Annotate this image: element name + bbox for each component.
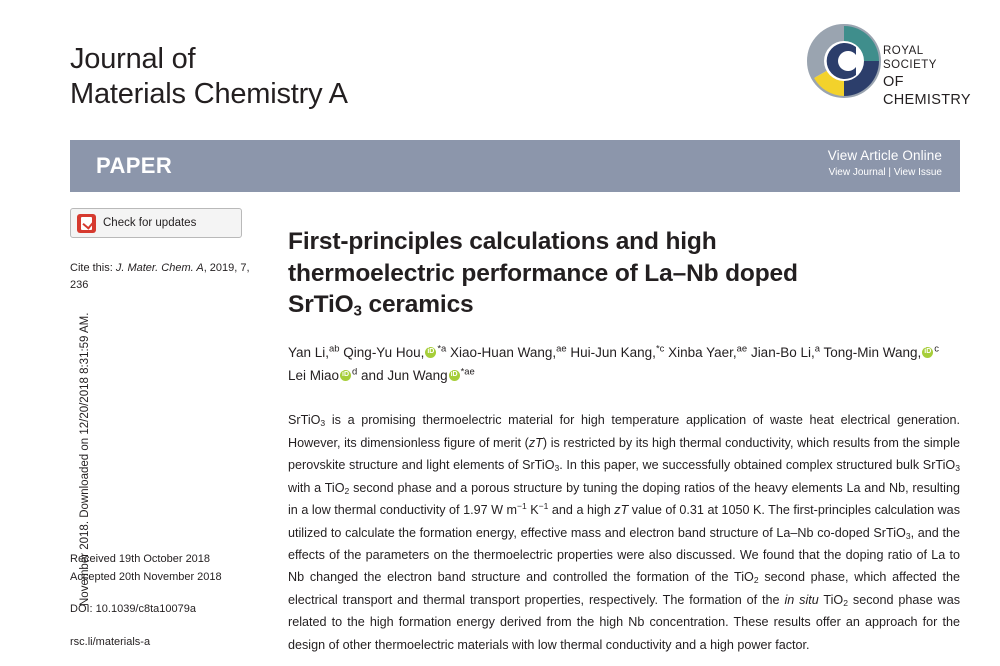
author-8-aff: ae — [464, 366, 475, 378]
check-for-updates-label: Check for updates — [103, 217, 197, 229]
view-journal-link[interactable]: View Journal — [828, 167, 886, 178]
rsc-logo — [807, 22, 972, 108]
author-4-name[interactable]: Xinba Yaer, — [668, 344, 737, 360]
paper-type-label: PAPER — [96, 153, 173, 178]
author-5-name[interactable]: Jian-Bo Li, — [750, 344, 815, 360]
rsc-logo-line1: ROYAL SOCIETY — [883, 45, 937, 72]
rsc-logo-line2: OF CHEMISTRY — [883, 73, 971, 108]
journal-title-line1: Journal of — [70, 43, 196, 75]
author-0-aff: ab — [329, 343, 340, 355]
rsc-logo-text — [883, 44, 972, 109]
cite-this-journal: J. Mater. Chem. A — [115, 262, 204, 274]
orcid-icon[interactable] — [449, 370, 460, 381]
view-links-separator: | — [885, 167, 894, 178]
accepted-date: Accepted 20th November 2018 — [70, 570, 222, 583]
crossmark-icon — [77, 214, 96, 233]
author-6-aff: c — [934, 343, 940, 355]
abstract-text — [288, 409, 960, 656]
view-links — [828, 167, 942, 178]
article-title-line2: thermoelectric performance of La–Nb doped — [288, 259, 798, 287]
dates-block — [70, 551, 222, 586]
cite-this-block — [70, 260, 270, 294]
article-title-subscript: 3 — [353, 302, 362, 320]
author-1-corr: * — [437, 343, 442, 355]
check-for-updates-button[interactable] — [70, 208, 242, 238]
journal-title-line2: Materials Chemistry A — [70, 78, 348, 111]
cite-this-volume: , 2019, 7, — [203, 262, 250, 274]
cite-this-page: 236 — [70, 279, 89, 292]
journal-url-link[interactable]: rsc.li/materials-a — [70, 636, 151, 648]
view-issue-link[interactable]: View Issue — [893, 167, 942, 178]
author-0-name[interactable]: Yan Li, — [288, 344, 330, 360]
author-2-aff: ae — [556, 343, 567, 355]
view-article-online-link[interactable]: View Article Online — [827, 148, 942, 163]
orcid-icon[interactable] — [425, 347, 436, 358]
author-1-aff: a — [441, 343, 447, 355]
article-main-column — [288, 210, 960, 656]
article-title-line3b: ceramics — [361, 291, 474, 319]
journal-masthead — [70, 42, 540, 113]
rsc-logo-mark — [807, 24, 881, 98]
author-8-corr: * — [460, 366, 465, 378]
view-online-block — [828, 148, 942, 178]
author-5-aff: a — [814, 343, 820, 355]
author-6-name[interactable]: Tong-Min Wang, — [823, 344, 922, 360]
orcid-icon[interactable] — [922, 347, 933, 358]
article-page — [40, 0, 1000, 666]
author-3-aff: c — [659, 343, 665, 355]
author-list — [288, 341, 960, 387]
article-title — [288, 226, 960, 320]
author-7-aff: d — [352, 366, 358, 378]
author-8-name[interactable]: and Jun Wang — [361, 368, 448, 384]
paper-banner — [70, 140, 960, 192]
received-date: Received 19th October 2018 — [70, 553, 211, 565]
author-7-name[interactable]: Lei Miao — [288, 368, 340, 384]
author-1-name[interactable]: Qing-Yu Hou, — [343, 344, 425, 360]
article-title-line3a: SrTiO — [288, 291, 354, 319]
author-2-name[interactable]: Xiao-Huan Wang, — [450, 344, 557, 360]
doi-text[interactable]: DOI: 10.1039/c8ta10079a — [70, 603, 196, 615]
abstract-rich: SrTiO$_3$ is a promising thermoelectric material for high temperature application of waste heat electrical generation. However, its dimensionless figure of merit (zT) is restricted by its high thermal conductivity, which results from the simple perovskite structure and light elements of SrTiO$_3$. In this paper, we successfully obtained complex structured bulk SrTiO$_3$ with a TiO$_2$ second phase and a porous structure by tuning the doping ratios of the heavy elements La and Nb, resulting in a low thermal conductivity of 1.97 W $m^{-1}$ $K^{-1}$ and a high zT value of 0.31 at 1050 K. The first-principles calculation was utilized to calculate the formation energy, effective mass and electron band structure of La–Nb co-doped SrTiO$_3$, and the effects of the parameters on the thermoelectric properties were also discussed. We found that the doping ratio of La to Nb changed the electron band structure and controlled the formation of the TiO$_2$ second phase, which affected the electrical transport and thermal transport properties, respectively. The formation of the in situ TiO$_2$ second phase was related to the high formation energy derived from the high Nb concentration. These results offer an approach for the design of other thermoelectric materials with low thermal conductivity and a high power factor. — [288, 413, 960, 652]
cite-this-prefix: Cite this: — [70, 262, 116, 274]
orcid-icon[interactable] — [340, 370, 351, 381]
author-3-corr: * — [655, 343, 660, 355]
author-4-aff: ae — [736, 343, 748, 355]
download-info-text: November 2018. Downloaded on 12/20/2018 8:31:59 AM. — [79, 312, 91, 606]
article-title-line1: First-principles calculations and high — [288, 228, 717, 256]
author-3-name[interactable]: Hui-Jun Kang, — [570, 344, 656, 360]
